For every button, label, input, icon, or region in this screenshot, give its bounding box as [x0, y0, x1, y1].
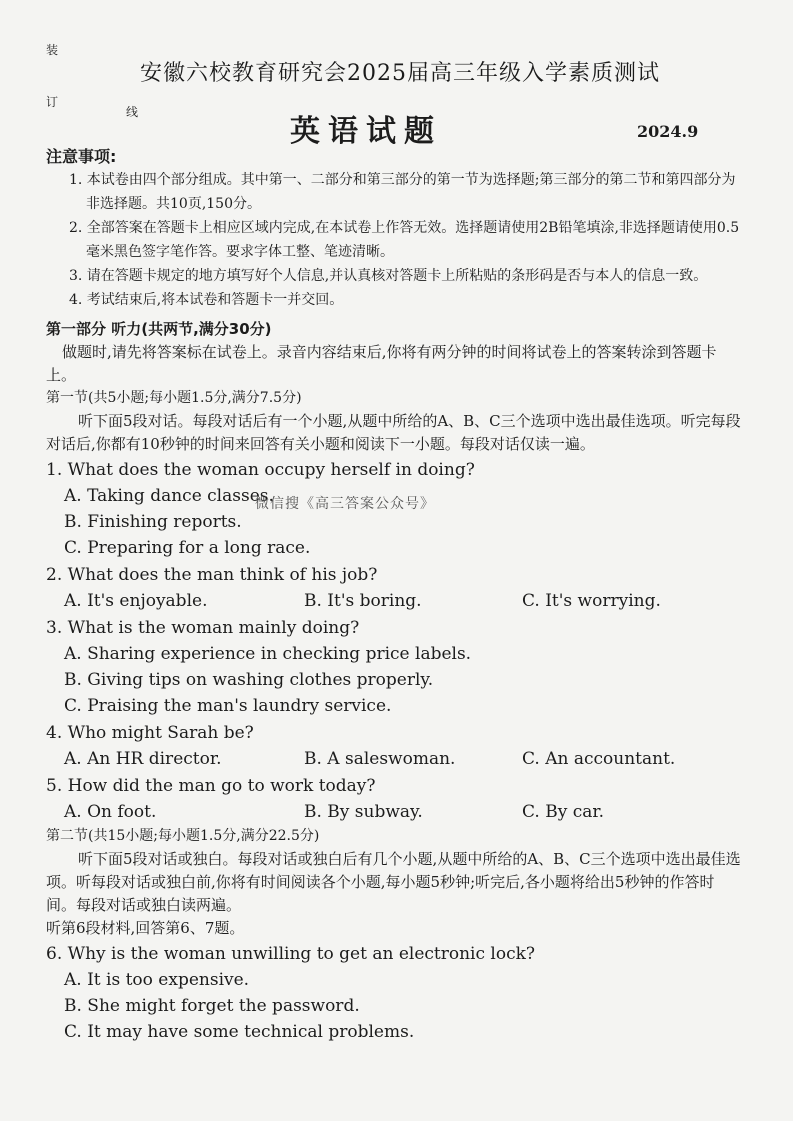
section2-heading: 第二节(共15小题;每小题1.5分,满分22.5分): [46, 828, 320, 844]
exam-date: 2024.9: [637, 122, 699, 141]
option: A. On foot.: [64, 802, 157, 822]
binding-margin-mark: 线: [126, 105, 139, 119]
watermark-text: 微信搜《高三答案公众号》: [255, 496, 435, 512]
option: A. It's enjoyable.: [64, 591, 208, 611]
note-item: 1. 本试卷由四个部分组成。其中第一、二部分和第三部分的第一节为选择题;第三部分的第二节和第四部分为非选择题。共10页,150分。: [69, 172, 736, 212]
option: B. She might forget the password.: [64, 996, 360, 1016]
option: A. Sharing experience in checking price labels.: [64, 644, 472, 664]
option: C. It may have some technical problems.: [64, 1022, 415, 1042]
option: C. It's worrying.: [522, 591, 661, 611]
option: B. By subway.: [304, 802, 423, 822]
question-stem: 1. What does the woman occupy herself in doing?: [46, 460, 475, 480]
note-item: 4. 考试结束后,将本试卷和答题卡一并交回。: [69, 292, 344, 308]
section2-instructions: 听下面5段对话或独白。每段对话或独白后有几个小题,从题中所给的A、B、C三个选项中选出最佳选项。听每段对话或独白前,你将有时间阅读各个小题,每小题5秒钟;听完后,各小题将给出5秒钟的作答时间。每段对话或独白读两遍。: [46, 850, 741, 914]
exam-content: [46, 146, 741, 1045]
option: B. Finishing reports.: [64, 512, 242, 532]
option: C. Preparing for a long race.: [64, 538, 311, 558]
question-stem: 2. What does the man think of his job?: [46, 565, 378, 585]
option: C. By car.: [522, 802, 605, 822]
binding-margin-mark: 订: [46, 95, 59, 109]
option: A. Taking dance classes.: [64, 486, 274, 506]
material-note: 听第6段材料,回答第6、7题。: [46, 919, 245, 937]
option: B. It's boring.: [304, 591, 422, 611]
note-item: 2. 全部答案在答题卡上相应区域内完成,在本试卷上作答无效。选择题请使用2B铅笔填涂,非选择题请使用0.5毫米黑色签字笔作答。要求字体工整、笔迹清晰。: [69, 220, 740, 260]
question-block: [46, 720, 741, 772]
question-block: [46, 562, 741, 614]
option: C. An accountant.: [522, 749, 676, 769]
notes-list: [46, 168, 741, 312]
option: A. An HR director.: [64, 749, 222, 769]
question-stem: 4. Who might Sarah be?: [46, 723, 254, 743]
option-row: [46, 746, 741, 772]
section1-instructions: 听下面5段对话。每段对话后有一个小题,从题中所给的A、B、C三个选项中选出最佳选项。听完每段对话后,你都有10秒钟的时间来回答有关小题和阅读下一小题。每段对话仅读一遍。: [46, 412, 741, 453]
part1-intro: 做题时,请先将答案标在试卷上。录音内容结束后,你将有两分钟的时间将试卷上的答案转涂到答题卡上。: [46, 343, 717, 384]
question-stem: 6. Why is the woman unwilling to get an electronic lock?: [46, 944, 536, 964]
question-block: [46, 773, 741, 825]
exam-header: 安徽六校教育研究会2025届高三年级入学素质测试: [140, 61, 660, 86]
option: B. A saleswoman.: [304, 749, 456, 769]
option-row: [46, 588, 741, 614]
option-row: [46, 799, 741, 825]
notes-heading: 注意事项:: [46, 147, 117, 166]
section1-heading: 第一节(共5小题;每小题1.5分,满分7.5分): [46, 390, 302, 406]
page-title: 英语试题: [290, 114, 442, 149]
part1-heading: 第一部分 听力(共两节,满分30分): [46, 320, 272, 338]
note-item: 3. 请在答题卡规定的地方填写好个人信息,并认真核对答题卡上所粘贴的条形码是否与本人的信息一致。: [69, 268, 708, 284]
binding-margin-mark: 装: [46, 43, 59, 57]
question-stem: 5. How did the man go to work today?: [46, 776, 376, 796]
option: C. Praising the man's laundry service.: [64, 696, 392, 716]
option: A. It is too expensive.: [64, 970, 250, 990]
question-block: [46, 615, 741, 719]
question-stem: 3. What is the woman mainly doing?: [46, 618, 360, 638]
question-block: [46, 941, 741, 1045]
option: B. Giving tips on washing clothes properly.: [64, 670, 434, 690]
